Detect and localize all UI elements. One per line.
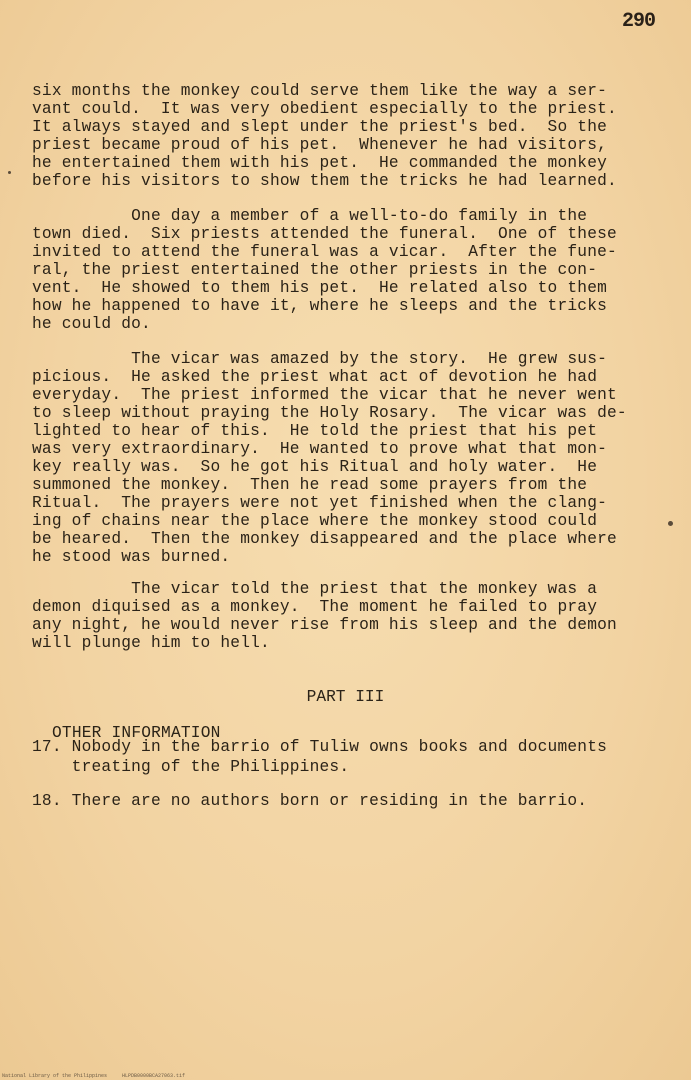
list-item: 18. There are no authors born or residing in the barrio. bbox=[32, 792, 588, 810]
archive-footer: National Library of the Philippines HLPDB0000BCA27063.tif bbox=[2, 1073, 186, 1079]
text-line: The vicar was amazed by the story. He grew sus- bbox=[32, 350, 608, 368]
text-line: ral, the priest entertained the other priests in the con- bbox=[32, 261, 598, 279]
text-line: any night, he would never rise from his sleep and the demon bbox=[32, 616, 617, 634]
text-line: to sleep without praying the Holy Rosary. The vicar was de- bbox=[32, 404, 627, 422]
margin-speck-left bbox=[8, 171, 11, 174]
text-line: he stood was burned. bbox=[32, 548, 231, 566]
text-line: It always stayed and slept under the priest's bed. So the bbox=[32, 118, 608, 136]
text-line: The vicar told the priest that the monkey was a bbox=[32, 580, 598, 598]
text-line: summoned the monkey. Then he read some prayers from the bbox=[32, 476, 588, 494]
text-line: be heared. Then the monkey disappeared and the place where bbox=[32, 530, 617, 548]
text-line: picious. He asked the priest what act of devotion he had bbox=[32, 368, 598, 386]
margin-speck-right bbox=[668, 521, 673, 526]
text-line: he could do. bbox=[32, 315, 151, 333]
text-line: key really was. So he got his Ritual and holy water. He bbox=[32, 458, 598, 476]
text-line: invited to attend the funeral was a vicar. After the fune- bbox=[32, 243, 617, 261]
text-line: how he happened to have it, where he sleeps and the tricks bbox=[32, 297, 608, 315]
text-line: One day a member of a well-to-do family in the bbox=[32, 207, 588, 225]
text-line: Ritual. The prayers were not yet finished when the clang- bbox=[32, 494, 608, 512]
text-line: town died. Six priests attended the funeral. One of these bbox=[32, 225, 617, 243]
text-line: demon diquised as a monkey. The moment he failed to pray bbox=[32, 598, 598, 616]
text-line: was very extraordinary. He wanted to prove what that mon- bbox=[32, 440, 608, 458]
list-item: treating of the Philippines. bbox=[32, 758, 350, 776]
text-line: six months the monkey could serve them like the way a ser- bbox=[32, 82, 608, 100]
part-heading: PART III bbox=[306, 688, 385, 706]
section-heading: OTHER INFORMATION bbox=[52, 724, 221, 742]
text-line: vent. He showed to them his pet. He related also to them bbox=[32, 279, 608, 297]
text-line: he entertained them with his pet. He commanded the monkey bbox=[32, 154, 608, 172]
text-line: vant could. It was very obedient especially to the priest. bbox=[32, 100, 617, 118]
text-line: ing of chains near the place where the monkey stood could bbox=[32, 512, 598, 530]
page-number: 290 bbox=[621, 10, 655, 33]
text-line: before his visitors to show them the tricks he had learned. bbox=[32, 172, 617, 190]
text-line: will plunge him to hell. bbox=[32, 634, 270, 652]
text-line: lighted to hear of this. He told the priest that his pet bbox=[32, 422, 598, 440]
list-item: 17. Nobody in the barrio of Tuliw owns books and documents bbox=[32, 738, 608, 756]
text-line: everyday. The priest informed the vicar that he never went bbox=[32, 386, 617, 404]
text-line: priest became proud of his pet. Whenever he had visitors, bbox=[32, 136, 608, 154]
